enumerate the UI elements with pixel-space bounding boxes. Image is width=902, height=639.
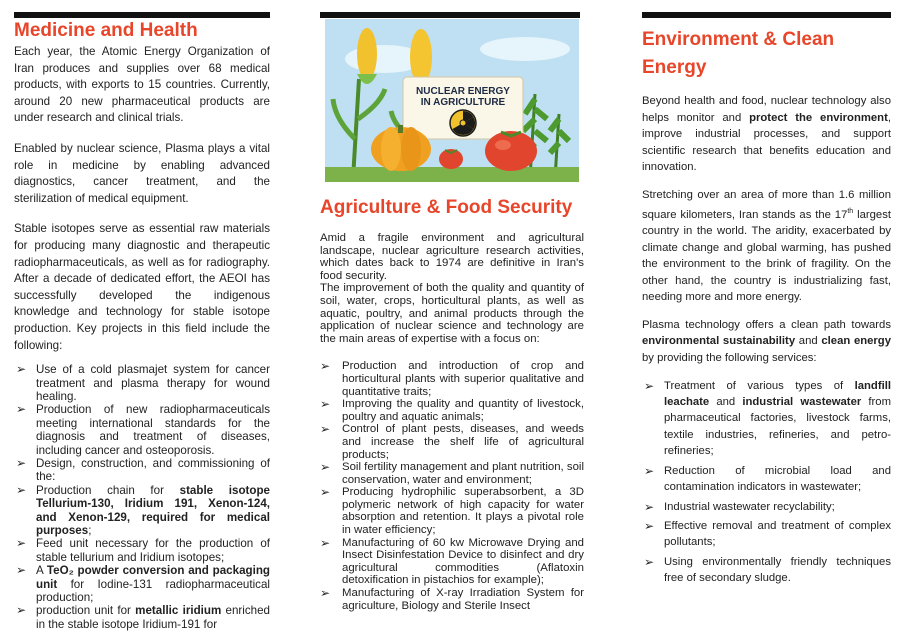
paragraph: Stable isotopes serve as essential raw materials for producing many diagnostic and therapeutic radiopharmaceuticals, as well as for radiography. After a decade of dedicated effort, the AEOI has successfully developed the indigenous knowledge and technology for stable isotope production. Key projects in this field include the following: [14, 222, 270, 352]
section-rule [320, 12, 580, 18]
arrow-bullet-icon: ➢ [320, 359, 331, 374]
arrow-bullet-icon: ➢ [644, 499, 655, 514]
list-item: ➢ Treatment of various types of landfill leachate and industrial wastewater from pharmaceutical factories, livestock farms, textile industries, refineries, and petro-refineries; [644, 378, 892, 458]
list-item: ➢ Effective removal and treatment of complex pollutants; [644, 518, 891, 549]
nuclear-agriculture-image [325, 19, 579, 182]
arrow-bullet-icon: ➢ [16, 563, 27, 578]
list-item: ➢ Production chain for stable isotope Tellurium-130, Iridium 191, Xenon-124, and Xenon-129, required for medical purposes; [16, 482, 271, 537]
arrow-bullet-icon: ➢ [320, 485, 331, 500]
arrow-bullet-icon: ➢ [16, 536, 27, 551]
list-item: ➢ Manufacturing of X-ray Irradiation System for agriculture, Biology and Sterile Insect [320, 586, 584, 612]
agriculture-text [320, 197, 584, 612]
section-rule [14, 12, 270, 18]
expertise-list [320, 360, 584, 612]
paragraph: Amid a fragile environment and agricultural landscape, nuclear agriculture research activities, which dates back to 1974 are definitive in Iran's food security. [320, 232, 584, 282]
list-item: ➢ Manufacturing of 60 kw Microwave Drying and Insect Disinfestation Device to disinfect and dry agricultural commodities (Aflatoxin detoxification in pistachios for example); [320, 535, 584, 587]
paragraph: Plasma technology offers a clean path towards environmental sustainability and clean energy by providing the following services: [642, 318, 891, 365]
list-item: ➢ Using environmentally friendly techniques free of secondary sludge. [644, 554, 891, 585]
arrow-bullet-icon: ➢ [16, 402, 27, 417]
services-list [642, 378, 891, 587]
arrow-bullet-icon: ➢ [644, 518, 655, 533]
arrow-bullet-icon: ➢ [320, 422, 331, 437]
sign-text: NUCLEAR ENERGY [416, 86, 510, 97]
paragraph: Stretching over an area of more than 1.6 million square kilometers, Iran stands as the 17th largest country in the world. The aridity, exacerbated by climate change and global warming, has pushed the environment to the brink of fragility. On the other hand, the country is industrializing fast, needing more and more energy. [642, 188, 891, 304]
list-item: ➢ Control of plant pests, diseases, and weeds and increase the shelf life of agricultural products; [320, 422, 584, 461]
arrow-bullet-icon: ➢ [16, 455, 27, 470]
environment-column [642, 0, 891, 590]
sign-board [403, 77, 523, 139]
section-title: Medicine and Health [14, 20, 198, 41]
arrow-bullet-icon: ➢ [320, 397, 331, 412]
paragraph: The improvement of both the quality and quantity of soil, water, crops, horticultural plants, as well as aquatic, poultry, and animal products through the application of nuclear science and technology are the main areas of expertise with a focus on: [320, 282, 584, 345]
arrow-bullet-icon: ➢ [320, 535, 331, 550]
arrow-bullet-icon: ➢ [644, 554, 655, 569]
list-item: ➢ Reduction of microbial load and contamination indicators in wastewater; [644, 463, 891, 494]
tomato-icon [485, 131, 537, 171]
paragraph: Beyond health and food, nuclear technology also helps monitor and protect the environment, improve industrial processes, and support scientific research that benefits education and innovation. [642, 95, 891, 174]
list-item: ➢ Soil fertility management and plant nutrition, soil conservation, water and environment; [320, 460, 584, 486]
arrow-bullet-icon: ➢ [320, 460, 331, 475]
section-title: Agriculture & Food Security [320, 197, 573, 218]
section-rule [642, 12, 891, 18]
arrow-bullet-icon: ➢ [644, 463, 655, 478]
arrow-bullet-icon: ➢ [16, 482, 27, 497]
list-item: ➢ A TeO₂ powder conversion and packaging unit for Iodine-131 radiopharmaceutical production; [16, 563, 270, 604]
list-item: ➢ production unit for metallic iridium enriched in the stable isotope Iridium-191 for [16, 603, 271, 631]
project-list [14, 363, 270, 631]
section-title: Environment & Clean Energy [642, 29, 835, 78]
arrow-bullet-icon: ➢ [644, 378, 655, 393]
agriculture-illustration [325, 19, 579, 182]
paragraph: Each year, the Atomic Energy Organization of Iran produces and supplies over 68 medical products, with exports to 15 countries. Currently, around 20 new pharmaceutical products are under research and clinical trials. [14, 45, 270, 125]
arrow-bullet-icon: ➢ [16, 362, 27, 377]
agriculture-column [320, 0, 584, 18]
arrow-bullet-icon: ➢ [320, 586, 331, 601]
paragraph: Enabled by nuclear science, Plasma plays a vital role in medicine by enabling advanced diagnostics, cancer treatment, and the sterilization of medical equipment. [14, 141, 270, 205]
list-item: ➢ Production and introduction of crop and horticultural plants with superior qualitative and quantitative traits; [320, 359, 584, 398]
list-item: ➢ Improving the quality and quantity of livestock, poultry and aquatic animals; [320, 397, 584, 423]
tomato-icon [439, 149, 463, 169]
list-item: ➢ Design, construction, and commissioning of the: [16, 455, 270, 484]
sign-text: IN AGRICULTURE [420, 97, 506, 108]
arrow-bullet-icon: ➢ [16, 603, 27, 618]
medicine-column [14, 0, 270, 631]
list-item: ➢ Feed unit necessary for the production of stable tellurium and Iridium isotopes; [16, 536, 270, 564]
list-item: ➢ Use of a cold plasmajet system for cancer treatment and plasma therapy for wound healing. [16, 362, 270, 403]
list-item: ➢ Production of new radiopharmaceuticals meeting international standards for the diagnosis and treatment of diseases, including cancer and osteoporosis. [16, 402, 270, 457]
list-item: ➢ Producing hydrophilic superabsorbent, a 3D polymeric network of high capacity for water absorption and retention. It plays a pivotal role in water efficiency; [320, 485, 584, 537]
list-item: ➢ Industrial wastewater recyclability; [644, 499, 835, 514]
